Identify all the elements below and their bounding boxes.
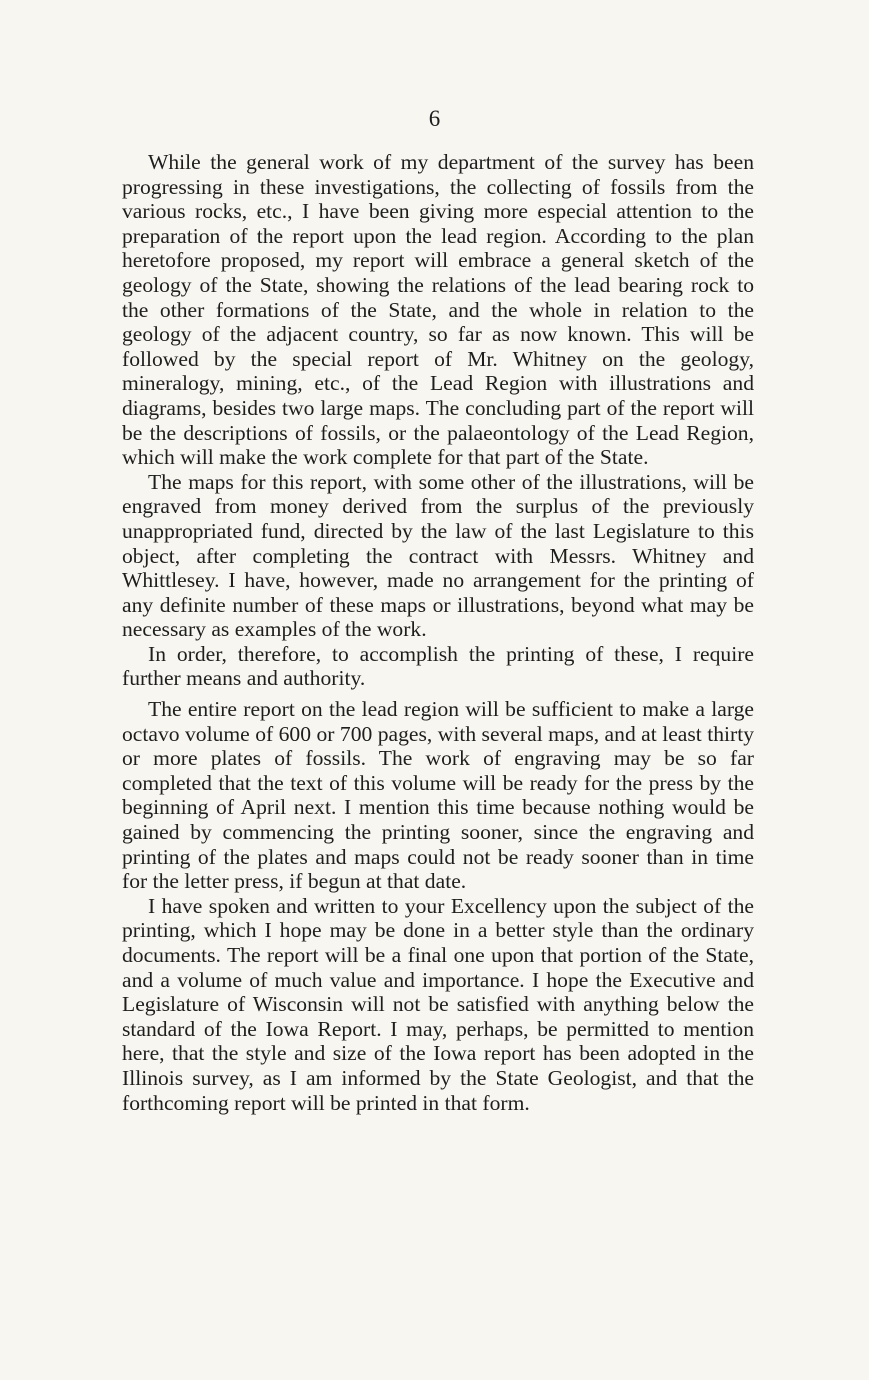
page-number: 6 (428, 106, 441, 131)
paragraph-maps-engraving: The maps for this report, with some other of the illustrations, will be engraved from money derived from the surplus of the previously unappropriated fund, directed by the law of the last Legislature to this object, after completing the contract with Messrs. Whitney and Whittlesey. I have, however, made no arrangement for the printing of any definite number of these maps or illustrations, beyond what may be necessary as examples of the work. (122, 469, 754, 642)
paragraph-report-volume: The entire report on the lead region will be sufficient to make a large octavo volume of 600 or 700 pages, with several maps, and at least thirty or more plates of fossils. The work of engraving may be so far completed that the text of this volume will be ready for the press by the beginning of April next. I mention this time because nothing would be gained by commencing the printing sooner, since the engraving and printing of the plates and maps could not be ready sooner than in time for the letter press, if begun at that date. (122, 697, 754, 894)
paragraph-printing-authority: In order, therefore, to accomplish the printing of these, I require further means and authority. (122, 641, 754, 691)
body-text (122, 150, 754, 1115)
paragraph-printing-style: I have spoken and written to your Excellency upon the subject of the printing, which I hope may be done in a better style than the ordinary documents. The report will be a final one upon that portion of the State, and a volume of much value and importance. I hope the Executive and Legislature of Wisconsin will not be satisfied with anything below the standard of the Iowa Report. I may, perhaps, be permitted to mention here, that the style and size of the Iowa report has been adopted in the Illinois survey, as I am informed by the State Geologist, and that the forthcoming report will be printed in that form. (122, 893, 754, 1115)
paragraph-survey-progress: While the general work of my department of the survey has been progressing in these investigations, the collecting of fossils from the various rocks, etc., I have been giving more especial attention to the preparation of the report upon the lead region. According to the plan heretofore proposed, my report will embrace a general sketch of the geology of the State, showing the relations of the lead bearing rock to the other formations of the State, and the whole in relation to the geology of the adjacent country, so far as now known. This will be followed by the special report of Mr. Whitney on the geology, mineralogy, mining, etc., of the Lead Region with illustrations and diagrams, besides two large maps. The concluding part of the report will be the descriptions of fossils, or the palaeontology of the Lead Region, which will make the work complete for that part of the State. (122, 150, 754, 470)
